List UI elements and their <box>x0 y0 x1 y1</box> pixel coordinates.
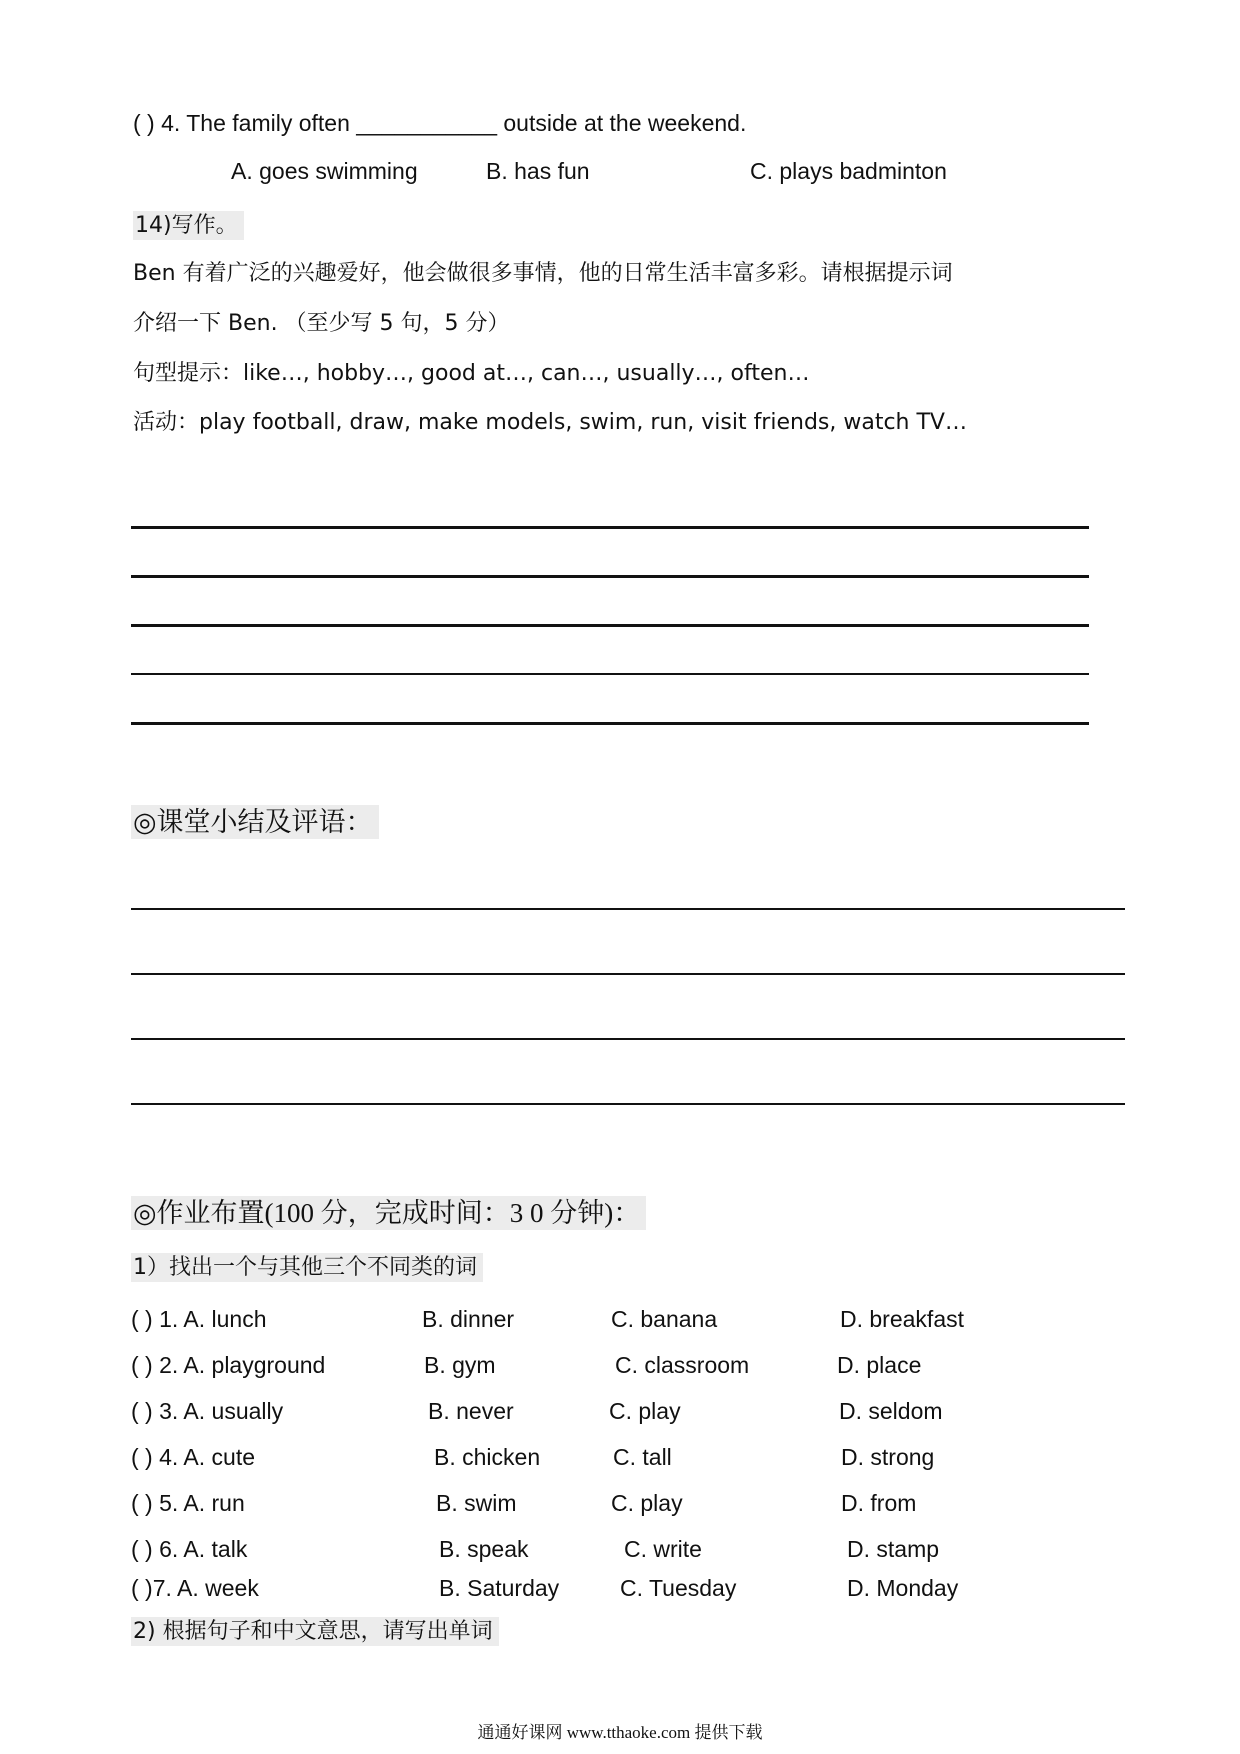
sentence-hints: 句型提示：like…, hobby…, good at…, can…, usually…, often… <box>133 361 810 386</box>
question-4-stem: ( ) 4. The family often <box>133 110 350 136</box>
item-2-option-d: D. place <box>837 1352 922 1378</box>
summary-heading: ◎课堂小结及评语： <box>131 800 379 839</box>
item-6-option-c: C. write <box>624 1536 702 1562</box>
question-4-option-b: B. has fun <box>486 158 590 184</box>
item-3-option-c: C. play <box>609 1398 681 1424</box>
item-3-option-b: B. never <box>428 1398 514 1424</box>
section-2-heading: 2) 根据句子和中文意思，请写出单词 <box>131 1614 499 1645</box>
homework-heading: ◎作业布置(100 分，完成时间：3 0 分钟)： <box>131 1191 646 1230</box>
item-7-option-b: B. Saturday <box>439 1575 560 1601</box>
writing-instructions-line-2: 介绍一下 Ben. （至少写 5 句，5 分） <box>133 311 510 336</box>
writing-answer-line[interactable] <box>131 624 1089 627</box>
summary-line[interactable] <box>131 973 1125 975</box>
item-3-stem: ( ) 3. A. usually <box>131 1398 284 1424</box>
question-4-tail: outside at the weekend. <box>503 110 747 136</box>
item-2-option-c: C. classroom <box>615 1352 750 1378</box>
item-7-option-d: D. Monday <box>847 1575 959 1601</box>
writing-instructions-line-1: Ben 有着广泛的兴趣爱好，他会做很多事情，他的日常生活丰富多彩。请根据提示词 <box>133 261 953 286</box>
item-4-option-b: B. chicken <box>434 1444 541 1470</box>
item-4-stem: ( ) 4. A. cute <box>131 1444 255 1470</box>
question-4-option-c: C. plays badminton <box>750 158 947 184</box>
summary-line[interactable] <box>131 908 1125 910</box>
item-2-option-b: B. gym <box>424 1352 496 1378</box>
item-5-option-d: D. from <box>841 1490 917 1516</box>
question-4 <box>133 110 746 137</box>
item-6-stem: ( ) 6. A. talk <box>131 1536 248 1562</box>
item-1-stem: ( ) 1. A. lunch <box>131 1306 267 1332</box>
item-6-option-b: B. speak <box>439 1536 529 1562</box>
activity-hints: 活动：play football, draw, make models, swim, run, visit friends, watch TV… <box>133 410 967 435</box>
item-1-option-d: D. breakfast <box>840 1306 964 1332</box>
writing-answer-line[interactable] <box>131 722 1089 725</box>
question-4-option-a: A. goes swimming <box>231 158 418 184</box>
item-5-option-c: C. play <box>611 1490 683 1516</box>
summary-line[interactable] <box>131 1038 1125 1040</box>
writing-heading: 14)写作。 <box>133 208 244 239</box>
item-3-option-d: D. seldom <box>839 1398 943 1424</box>
summary-line[interactable] <box>131 1103 1125 1105</box>
item-2-stem: ( ) 2. A. playground <box>131 1352 326 1378</box>
item-7-option-c: C. Tuesday <box>620 1575 737 1601</box>
writing-answer-line[interactable] <box>131 673 1089 675</box>
question-4-blank: ___________ <box>356 110 497 136</box>
item-5-stem: ( ) 5. A. run <box>131 1490 245 1516</box>
writing-answer-line[interactable] <box>131 526 1089 529</box>
page-footer: 通通好课网 www.tthaoke.com 提供下载 <box>477 1723 763 1742</box>
writing-answer-line[interactable] <box>131 575 1089 578</box>
item-4-option-d: D. strong <box>841 1444 935 1470</box>
item-7-stem: ( )7. A. week <box>131 1575 259 1601</box>
item-1-option-c: C. banana <box>611 1306 718 1332</box>
item-6-option-d: D. stamp <box>847 1536 940 1562</box>
item-5-option-b: B. swim <box>436 1490 517 1516</box>
item-1-option-b: B. dinner <box>422 1306 515 1332</box>
item-4-option-c: C. tall <box>613 1444 672 1470</box>
section-1-heading: 1）找出一个与其他三个不同类的词 <box>131 1250 483 1281</box>
